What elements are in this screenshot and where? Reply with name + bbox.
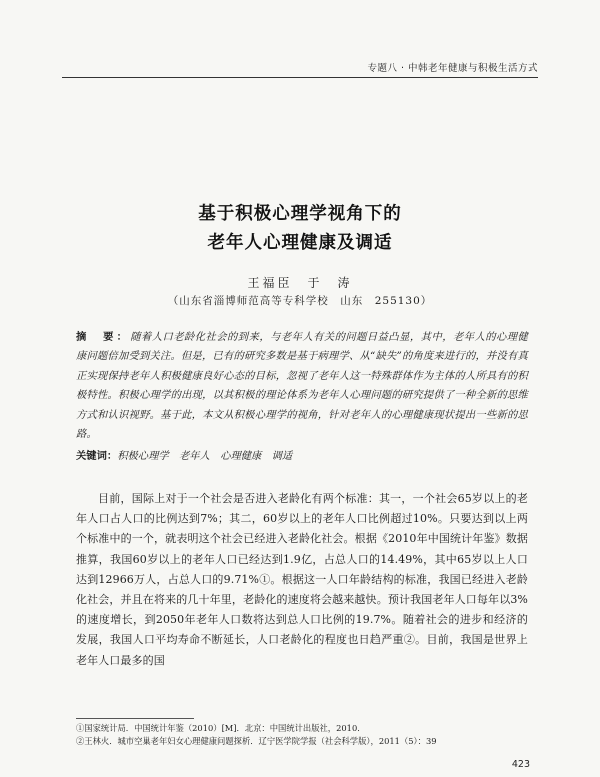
body-paragraph: 目前，国际上对于一个社会是否进入老龄化有两个标准：其一，一个社会65岁以上的老年人口占人口的比例达到7%；其二，60岁以上的老年人口比例超过10%。只要达到以上两个标准中的一个，就表明这个社会已经进入老龄化社会。根据《2010年中国统计年鉴》数据推算，我国60岁以上的老年人口已经达到1.9亿，占总人口的14.49%，其中65岁以上人口达到12966万人，占总人口的9.71%①。根据这一人口年龄结构的标准，我国已经进入老龄化社会，并且在将来的几十年里，老龄化的速度将会越来越快。预计我国老年人口每年以3%的速度增长，到2050年老年人口数将达到总人口比例的19.7%。随着社会的进步和经济的发展，我国人口平均寿命不断延长，人口老龄化的程度也日趋严重②。目前，我国是世界上老年人口最多的国	[76, 492, 528, 667]
article-title-line-1: 基于积极心理学视角下的	[198, 204, 402, 224]
abstract	[76, 328, 528, 444]
keywords-text: 积极心理学 老年人 心理健康 调适	[117, 450, 293, 462]
authors: 王福臣 于 涛	[247, 276, 353, 290]
keywords	[76, 447, 528, 466]
affiliation: （山东省淄博师范高等专科学校 山东 255130）	[167, 295, 433, 307]
abstract-text: 随着人口老龄化社会的到来，与老年人有关的问题日益凸显，其中，老年人的心理健康问题倍加受到关注。但是，已有的研究多数是基于病理学、从“缺失”的角度来进行的，并没有真正实现保持老年人积极健康良好心态的目标，忽视了老年人这一特殊群体作为主体的人所具有的积极特性。积极心理学的出现，以其积极的理论体系为老年人心理问题的研究提供了一种全新的思维方式和认识视野。基于此，本文从积极心理学的视角，针对老年人的心理健康现状提出一些新的思路。	[76, 331, 528, 441]
page-number: 423	[511, 759, 530, 770]
footnotes	[76, 722, 536, 748]
footnote-2: ②王林火．城市空巢老年妇女心理健康问题探析．辽宁医学院学报（社会科学版），2011（5）：39	[76, 736, 437, 746]
running-header: 专题八 · 中韩老年健康与积极生活方式	[367, 63, 538, 74]
abstract-label: 摘 要：	[76, 331, 131, 343]
footnote-1: ①国家统计局．中国统计年鉴（2010）[M]．北京：中国统计出版社，2010．	[76, 723, 366, 733]
header-rule	[62, 77, 538, 78]
footnote-rule	[76, 718, 194, 719]
keywords-label: 关键词：	[76, 450, 118, 462]
article-title-line-2: 老年人心理健康及调适	[207, 233, 393, 253]
